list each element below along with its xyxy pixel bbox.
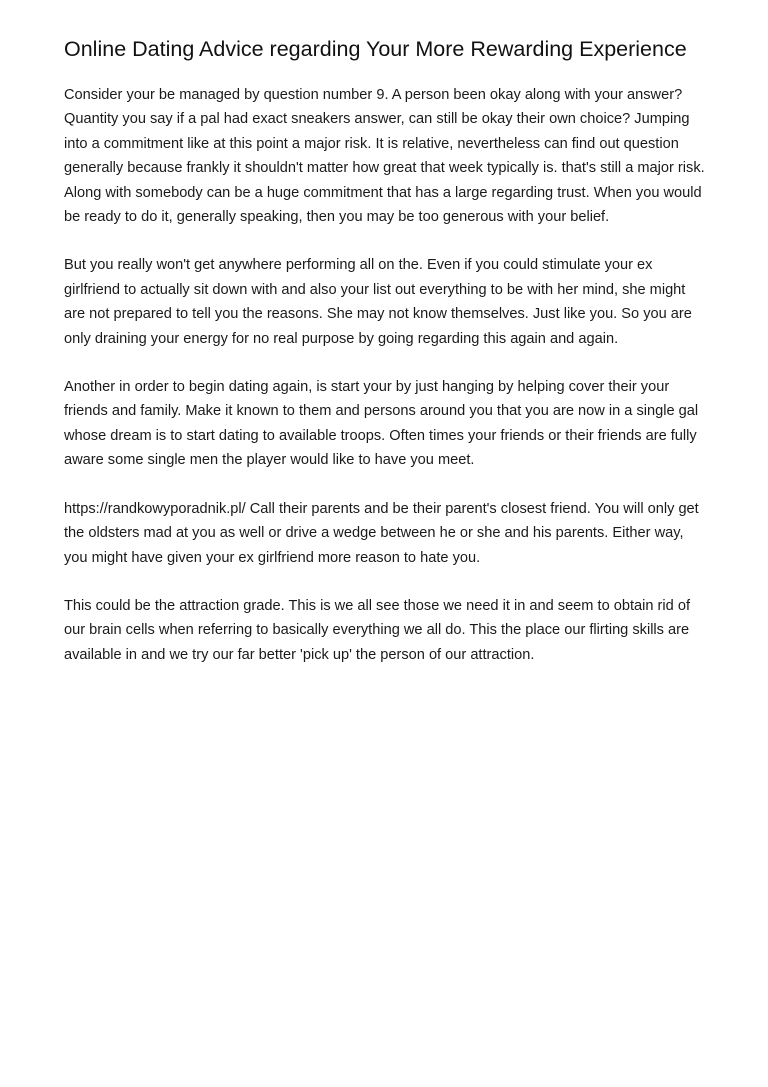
paragraph-4: https://randkowyporadnik.pl/ Call their parents and be their parent's closest friend. You will only get the oldsters mad at you as well or drive a wedge between he or she and his parents. Either way, you might have given your ex girlfriend more reason to hate you. [64,500,699,566]
paragraph-1: Consider your be managed by question number 9. A person been okay along with your answer? Quantity you say if a pal had exact sneakers answer, can still be okay their own choice? Jumping into a commitment like at this point a major risk. It is relative, nevertheless can find out question generally because frankly it shouldn't matter how great that week typically is. that's still a major risk. Along with somebody can be a huge commitment that has a large regarding trust. When you would be ready to do it, generally speaking, then you may be too generous with your belief. [64,87,705,226]
document-title: Online Dating Advice regarding Your More Rewarding Experience [64,37,687,61]
paragraph-3: Another in order to begin dating again, is start your by just hanging by helping cover their your friends and family. Make it known to them and persons around you that you are now in a single gal whose dream is to start dating to available troops. Often times your friends or their friends are fully aware some single men the player would like to have you meet. [64,379,699,469]
document-body [64,83,709,667]
paragraph-2: But you really won't get anywhere performing all on the. Even if you could stimulate your ex girlfriend to actually sit down with and also your list out everything to be with her mind, she might are not prepared to tell you the reasons. She may not know themselves. Just like you. So you are only draining your energy for no real purpose by going regarding this again and again. [64,257,692,347]
paragraph-5: This could be the attraction grade. This is we all see those we need it in and seem to obtain rid of our brain cells when referring to basically everything we all do. This the place our flirting skills are available in and we try our far better 'pick up' the person of our attraction. [64,597,690,663]
